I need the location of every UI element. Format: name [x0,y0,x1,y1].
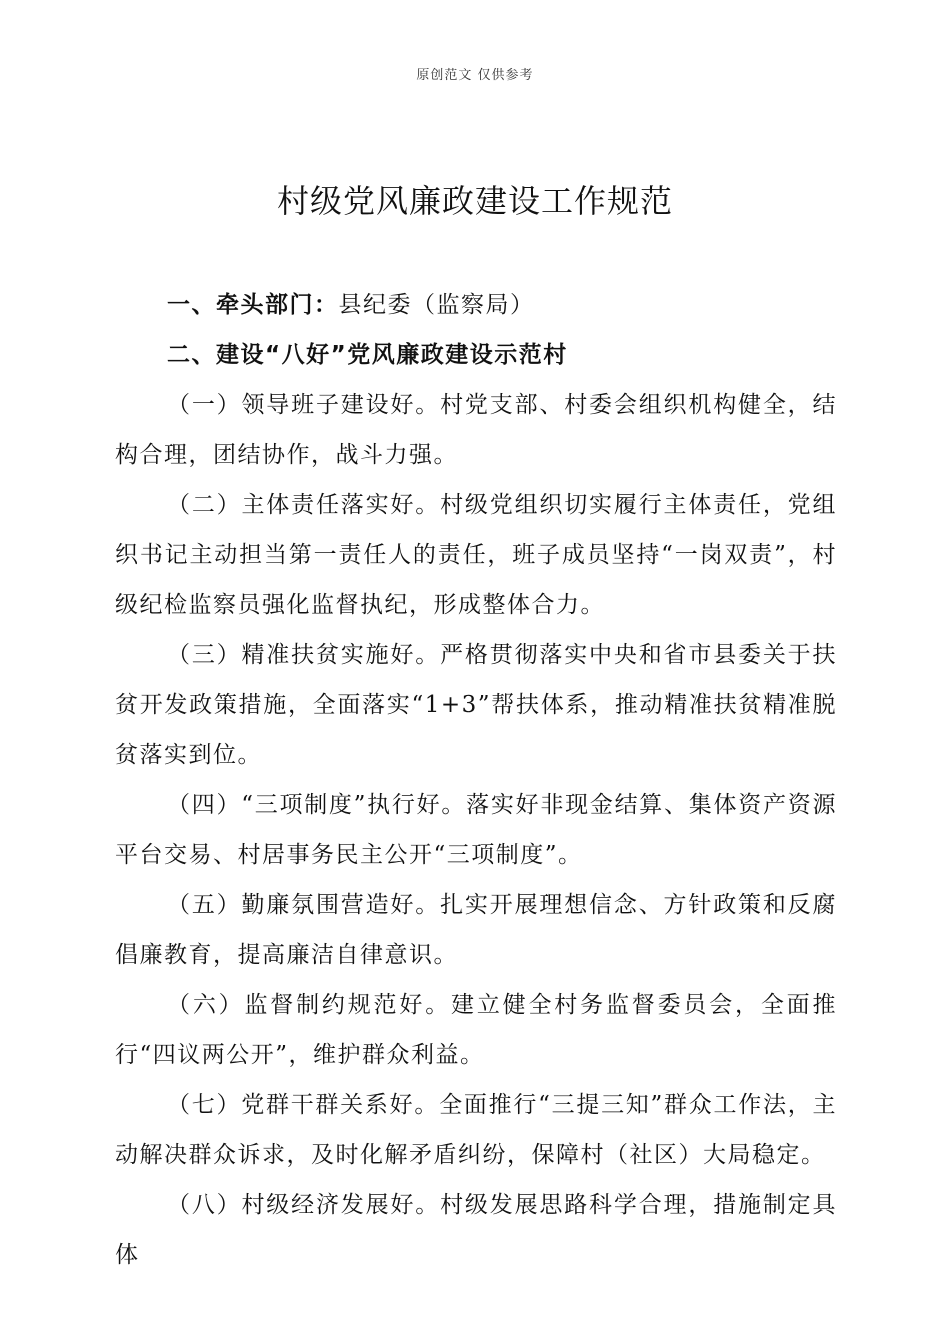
section-heading-1-value: 县纪委（监察局） [338,292,535,318]
document-body [115,280,837,1280]
section-heading-1-label: 一、牵头部门： [167,292,339,318]
paragraph-4: （四）“三项制度”执行好。落实好非现金结算、集体资产资源平台交易、村居事务民主公开“三项制度”。 [115,792,837,868]
paragraph-8: （八）村级经济发展好。村级发展思路科学合理，措施制定具体 [115,1192,837,1268]
paragraph-3: （三）精准扶贫实施好。严格贯彻落实中央和省市县委关于扶贫开发政策措施，全面落实“1+3”帮扶体系，推动精准扶贫精准脱贫落实到位。 [115,642,837,768]
paragraph-5: （五）勤廉氛围营造好。扎实开展理想信念、方针政策和反腐倡廉教育，提高廉洁自律意识。 [115,892,837,968]
paragraph-7: （七）党群干群关系好。全面推行“三提三知”群众工作法，主动解决群众诉求，及时化解矛盾纠纷，保障村（社区）大局稳定。 [115,1092,837,1168]
paragraph-1: （一）领导班子建设好。村党支部、村委会组织机构健全，结构合理，团结协作，战斗力强。 [115,392,837,468]
section-heading-2: 二、建设“八好”党风廉政建设示范村 [167,342,568,368]
page-header: 原创范文 仅供参考 [416,68,534,83]
document-title: 村级党风廉政建设工作规范 [276,182,673,220]
section-heading-1 [115,280,837,330]
paragraph-2: （二）主体责任落实好。村级党组织切实履行主体责任，党组织书记主动担当第一责任人的责任，班子成员坚持“一岗双责”，村级纪检监察员强化监督执纪，形成整体合力。 [115,492,837,618]
paragraph-6: （六）监督制约规范好。建立健全村务监督委员会，全面推行“四议两公开”，维护群众利益。 [115,992,837,1068]
